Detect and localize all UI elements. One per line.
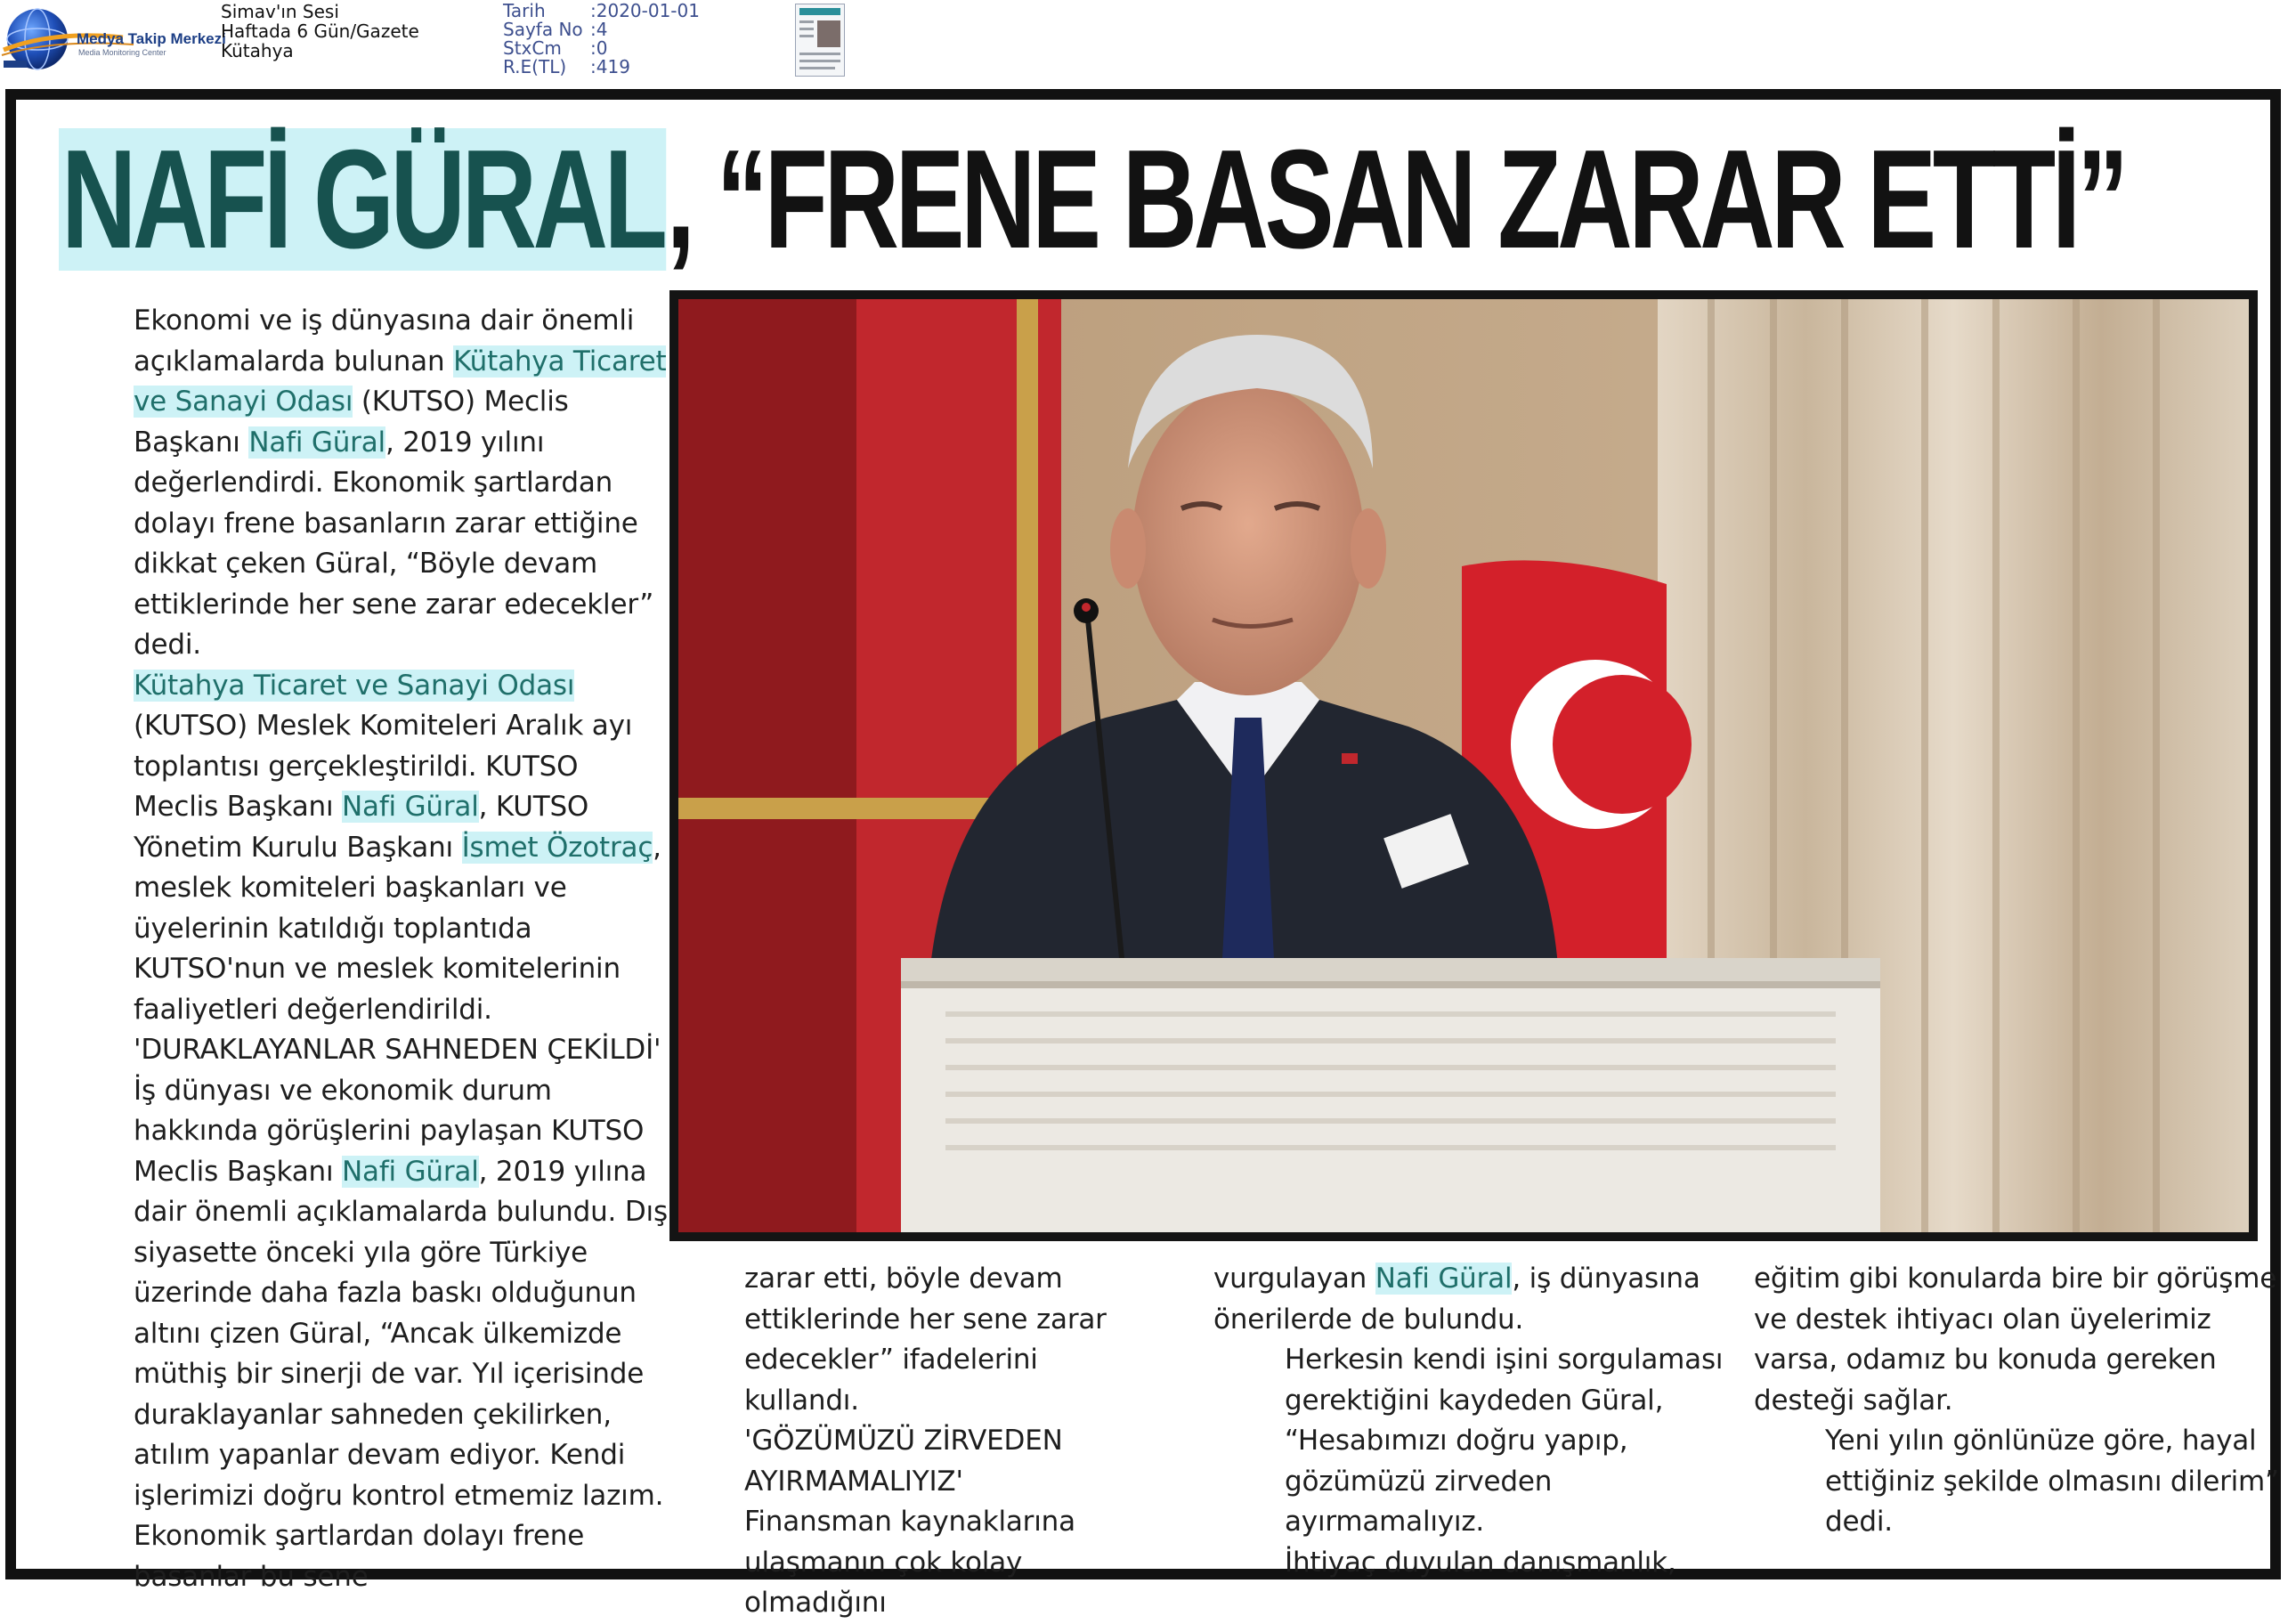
- paragraph: [62, 301, 668, 666]
- text-run: (KUTSO) Meslek Komiteleri Aralık ayı toplantısı gerçekleştirildi. KUTSO Meclis Başkanı: [134, 710, 633, 823]
- text-run: İş dünyası ve ekonomik durum hakkında görüşlerini paylaşan KUTSO Meclis Başkanı: [134, 1074, 645, 1188]
- text-run: , meslek komiteleri başkanları ve üyelerinin katıldığı toplantıda KUTSO'nun ve meslek komitelerinin faaliyetleri değerlendirildi.: [134, 831, 661, 1026]
- headline-name: NAFİ GÜRAL: [59, 128, 666, 271]
- text-run: vurgulayan: [1213, 1263, 1375, 1295]
- thumbnail-line: [799, 35, 814, 37]
- highlighted-entity: Kütahya Ticaret ve Sanayi Odası: [134, 669, 575, 702]
- highlighted-entity: Kütahya Ticaret ve Sanayi Odası: [134, 345, 667, 418]
- text-run: , 2019 yılına dair önemli açıklamalarda bulundu. Dış siyasette önceki yıla göre Türkiye üzerinde daha fazla baskı olduğunun altını çizen Güral, “Ancak ülkemizde müthiş bir sinerji de var. Yıl içerisinde duraklayanlar sahneden çekilirken, atılım yapanlar devam ediyor. Kendi işlerimizi doğru kontrol etmemiz lazım. Ekonomik şartlardan dolayı frene basanlar bu sene: [134, 1155, 668, 1593]
- highlighted-entity: Nafi Güral: [342, 791, 479, 823]
- highlighted-entity: Nafi Güral: [1375, 1263, 1513, 1295]
- paragraph: zarar etti, böyle devam ettiklerinde her sene zarar edecekler” ifadelerini kullandı.: [744, 1263, 1107, 1417]
- article-column-4: [1754, 1259, 2288, 1543]
- meta-key: StxCm: [503, 37, 562, 59]
- publication-info: [221, 2, 419, 61]
- publication-city: Kütahya: [221, 40, 294, 61]
- text-run: (KUTSO) Meclis Başkanı: [134, 386, 569, 459]
- text-run: , iş dünyasına önerilerde de bulundu.: [1213, 1263, 1700, 1336]
- article-column-2: [673, 1259, 1154, 1624]
- publication-frequency: Haftada 6 Gün/Gazete: [221, 20, 419, 42]
- meta-row-stxcm: [503, 39, 700, 58]
- paragraph: Finansman kaynaklarına ulaşmanın çok kolay olmadığını: [744, 1506, 1075, 1619]
- paragraph: İhtiyaç duyulan danışmanlık,: [1285, 1546, 1676, 1579]
- meta-row-re: [503, 58, 700, 77]
- thumbnail-line: [799, 28, 814, 30]
- subheading: 'GÖZÜMÜZÜ ZİRVEDEN AYIRMAMALIYIZ': [744, 1425, 1063, 1498]
- paragraph: [1213, 1259, 1748, 1340]
- thumbnail-line: [799, 67, 835, 69]
- clip-metadata: [503, 2, 700, 77]
- meta-value: :4: [590, 19, 608, 40]
- highlighted-entity: İsmet Özotraç: [461, 831, 653, 864]
- text-run: Ekonomi ve iş dünyasına dair önemli açıklamalarda bulunan: [134, 304, 635, 378]
- article-column-1: [62, 301, 668, 1597]
- agency-logo: [0, 4, 226, 77]
- meta-value: :0: [590, 37, 608, 59]
- highlighted-entity: Nafi Güral: [248, 426, 385, 459]
- paragraph: Yeni yılın gönlünüze göre, hayal ettiğiniz şekilde olmasını dilerim” dedi.: [1825, 1425, 2279, 1538]
- text-run: , KUTSO Yönetim Kurulu Başkanı: [134, 791, 589, 864]
- article-photo: [669, 290, 2258, 1241]
- thumbnail-photo: [817, 20, 840, 47]
- meta-row-date: [503, 2, 700, 20]
- paragraph: Herkesin kendi işini sorgulaması gerektiğini kaydeden Güral, “Hesabımızı doğru yapıp, gözümüzü zirveden ayırmamalıyız.: [1285, 1344, 1724, 1538]
- subheading: 'DURAKLAYANLAR SAHNEDEN ÇEKİLDİ': [134, 1034, 661, 1066]
- thumbnail-masthead: [799, 8, 840, 15]
- text-run: , 2019 yılını değerlendirdi. Ekonomik şartlardan dolayı frene basanların zarar ettiğine dikkat çeken Güral, “Böyle devam ettiklerinde her sene zarar edecekler” dedi.: [134, 426, 654, 661]
- page-thumbnail[interactable]: [795, 4, 845, 77]
- meta-row-page: [503, 20, 700, 39]
- article-headline: [59, 121, 2125, 278]
- thumbnail-line: [799, 53, 840, 55]
- paragraph: eğitim gibi konularda bire bir görüşme ve destek ihtiyacı olan üyelerimiz varsa, odamız bu konuda gereken desteği sağlar.: [1754, 1263, 2277, 1417]
- logo-subtitle: Media Monitoring Center: [78, 48, 166, 57]
- speaker-photo-illustration: [678, 299, 2249, 1232]
- article-clipping: [5, 89, 2281, 1619]
- paragraph: [62, 666, 668, 1031]
- meta-value: :419: [590, 56, 630, 77]
- headline-quote: , “FRENE BASAN ZARAR ETTİ”: [666, 121, 2125, 278]
- meta-key: Tarih: [503, 0, 546, 21]
- meta-key: R.E(TL): [503, 56, 567, 77]
- meta-key: Sayfa No: [503, 19, 583, 40]
- thumbnail-line: [799, 20, 814, 23]
- publication-name: Simav'ın Sesi: [221, 1, 339, 22]
- paragraph: [62, 1071, 668, 1598]
- thumbnail-line: [799, 60, 840, 62]
- highlighted-entity: Nafi Güral: [342, 1155, 479, 1188]
- logo-name: Medya Takip Merkezi: [77, 30, 226, 47]
- article-column-3: [1213, 1259, 1748, 1583]
- meta-value: :2020-01-01: [590, 0, 700, 21]
- monitoring-header: [0, 0, 2286, 84]
